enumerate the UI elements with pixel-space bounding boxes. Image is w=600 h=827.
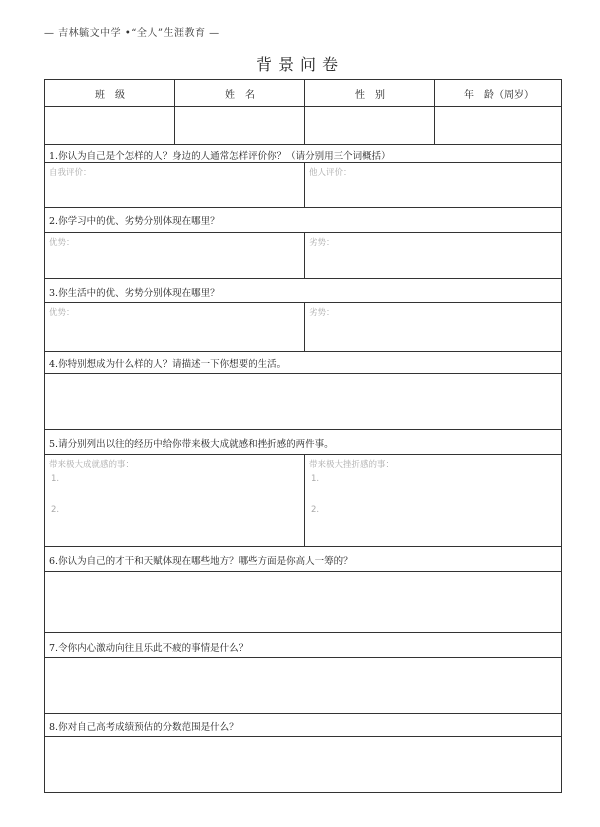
divider [45, 546, 561, 547]
question-3: 3.你生活中的优、劣势分别体现在哪里？ [49, 288, 220, 299]
question-4: 4.你特别想成为什么样的人？请描述一下你想要的生活。 [49, 359, 287, 370]
divider [45, 207, 561, 208]
divider [45, 278, 561, 279]
divider [304, 232, 305, 278]
question-7: 7.令你内心激动向往且乐此不疲的事情是什么？ [49, 643, 249, 654]
answer-area-4[interactable] [45, 374, 561, 429]
divider [45, 302, 561, 303]
answer-area-6[interactable] [45, 572, 561, 632]
achievement-label: 带来极大成就感的事： [49, 460, 135, 470]
name-field[interactable] [175, 107, 304, 144]
question-8: 8.你对自己高考成绩预估的分数范围是什么？ [49, 722, 239, 733]
header-name: 姓 名 [225, 89, 255, 101]
achievement-item-2: 2. [51, 505, 60, 515]
question-1: 1.你认为自己是个怎样的人？身边的人通常怎样评价你？（请分别用三个词概括） [49, 151, 391, 162]
answer-area-8[interactable] [45, 737, 561, 792]
study-weaknesses-label: 劣势： [309, 238, 335, 248]
answer-area-7[interactable] [45, 658, 561, 713]
achievement-item-1: 1. [51, 474, 60, 484]
header-gender: 性 别 [355, 89, 385, 101]
header-class: 班 级 [95, 89, 125, 101]
age-field[interactable] [435, 107, 562, 144]
divider [45, 713, 561, 714]
study-strengths-label: 优势： [49, 238, 75, 248]
question-2: 2.你学习中的优、劣势分别体现在哪里？ [49, 216, 220, 227]
divider [304, 454, 305, 546]
others-evaluation-label: 他人评价： [309, 168, 352, 178]
frustration-label: 带来极大挫折感的事： [309, 460, 395, 470]
divider [304, 302, 305, 351]
frustration-item-2: 2. [311, 505, 320, 515]
divider [45, 632, 561, 633]
questionnaire-form [44, 79, 562, 793]
divider [45, 144, 561, 145]
life-strengths-label: 优势： [49, 308, 75, 318]
class-field[interactable] [45, 107, 174, 144]
question-6: 6.你认为自己的才干和天赋体现在哪些地方？哪些方面是你高人一筹的？ [49, 556, 353, 567]
divider [45, 351, 561, 352]
self-evaluation-label: 自我评价： [49, 168, 92, 178]
life-weaknesses-label: 劣势： [309, 308, 335, 318]
divider [45, 429, 561, 430]
divider [45, 162, 561, 163]
header-age: 年 龄（周岁） [464, 89, 534, 101]
divider [45, 454, 561, 455]
question-5: 5.请分别列出以往的经历中给你带来极大成就感和挫折感的两件事。 [49, 439, 334, 450]
divider [45, 232, 561, 233]
school-header: — 吉林毓文中学 •“全人”生涯教育 — [44, 28, 220, 39]
frustration-item-1: 1. [311, 474, 320, 484]
divider [304, 162, 305, 207]
page-title: 背景问卷 [255, 55, 344, 74]
gender-field[interactable] [305, 107, 434, 144]
